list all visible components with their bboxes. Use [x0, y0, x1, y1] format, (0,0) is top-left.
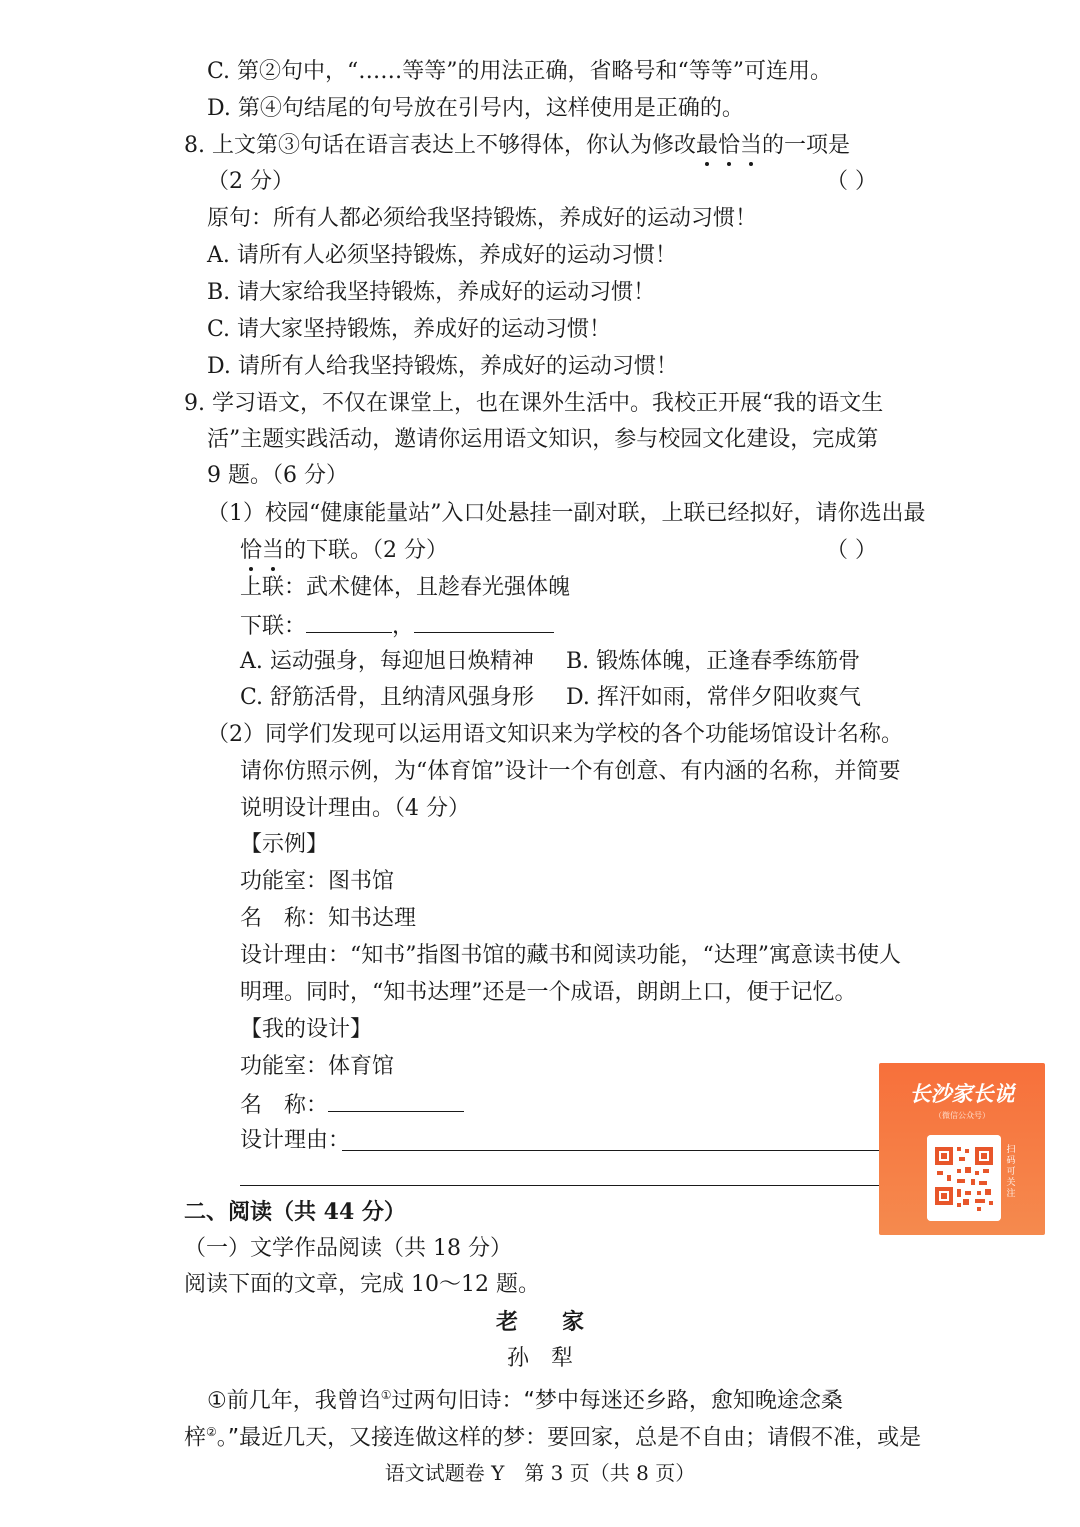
q9-part1-line1: （1）校园“健康能量站”入口处悬挂一副对联，上联已经拟好，请你选出最	[207, 501, 926, 526]
q9-reason-answer-line-2[interactable]	[240, 1185, 880, 1186]
q8-option-a: A. 请所有人必须坚持锻炼，养成好的运动习惯！	[207, 243, 677, 268]
q8-stem-b: 的一项是	[762, 133, 851, 158]
q9-option-a: A. 运动强身，每迎旭日焕精神	[240, 649, 534, 674]
para1-line1-a: ①前几年，我曾诌	[207, 1388, 381, 1414]
q8-stem-emphasis	[696, 133, 762, 158]
q9-example-name: 名 称：知书达理	[240, 906, 417, 931]
q9-reason-answer-line-1[interactable]	[342, 1150, 880, 1151]
q9-lower-couplet	[240, 610, 554, 642]
q9-part1-answer-paren[interactable]: （ ）	[826, 538, 877, 563]
q9-mine-name-blank[interactable]	[328, 1089, 464, 1112]
q8-stem-a: 8. 上文第③句话在语言表达上不够得体，你认为修改	[184, 133, 696, 158]
q9-example-reason-line1: 设计理由：“知书”指图书馆的藏书和阅读功能，“达理”寓意读书使人	[240, 943, 901, 968]
article-para1-line2	[184, 1417, 921, 1453]
qr-code-icon[interactable]	[927, 1135, 1001, 1221]
q9-option-d: D. 挥汗如雨，常伴夕阳收爽气	[566, 685, 861, 710]
para1-line2-b: 。”最近几天，又接连做这样的梦：要回家，总是不自由；请假不准，或是	[216, 1425, 922, 1451]
q9-mine-reason-label: 设计理由：	[240, 1128, 351, 1153]
q9-mine-title: 【我的设计】	[240, 1017, 373, 1042]
q8-option-c: C. 请大家坚持锻炼，养成好的运动习惯！	[207, 317, 612, 342]
q9-part2-line3: 说明设计理由。（4 分）	[240, 796, 470, 821]
q8-option-d: D. 请所有人给我坚持锻炼，养成好的运动习惯！	[207, 354, 678, 379]
article-para1-line1	[207, 1380, 843, 1416]
q9-option-b: B. 锻炼体魄，正逢春季练筋骨	[566, 649, 861, 674]
badge-side-text: 扫码可关注	[1006, 1145, 1016, 1199]
footnote-ref-1: ①	[380, 1388, 392, 1402]
footnote-ref-2: ②	[206, 1425, 217, 1439]
emphasis-char: 当	[262, 536, 284, 566]
section2-subtitle: （一）文学作品阅读（共 18 分）	[184, 1236, 512, 1261]
article-author: 孙 犁	[506, 1346, 573, 1371]
q7-option-d: D. 第④句结尾的句号放在引号内，这样使用是正确的。	[207, 96, 744, 121]
badge-title: 长沙家长说	[909, 1082, 1015, 1106]
q9-example-title: 【示例】	[240, 832, 329, 857]
q9-upper-couplet: 上联：武术健体，且趁春光强体魄	[240, 575, 571, 600]
q9-mine-name	[240, 1089, 464, 1121]
emphasis-char: 最	[696, 131, 718, 161]
q9-part1-emphasis	[240, 538, 284, 563]
section2-instruction: 阅读下面的文章，完成 10～12 题。	[184, 1272, 540, 1297]
q9-part2-line2: 请你仿照示例，为“体育馆”设计一个有创意、有内涵的名称，并简要	[240, 759, 901, 784]
q9-example-room: 功能室：图书馆	[240, 869, 395, 894]
q9-mine-room: 功能室：体育馆	[240, 1054, 395, 1079]
q7-option-c: C. 第②句中，“……等等”的用法正确，省略号和“等等”可连用。	[207, 59, 833, 84]
badge-subtitle: （微信公众号）	[934, 1111, 990, 1120]
q9-part1-line2-rest: 的下联。（2 分）	[284, 538, 449, 563]
q9-intro-line1: 9. 学习语文，不仅在课堂上，也在课外生活中。我校正开展“我的语文生	[184, 391, 884, 416]
para1-line1-b: 过两句旧诗：“梦中每迷还乡路，愈知晚途念桑	[391, 1388, 843, 1414]
q9-mine-reason	[240, 1126, 350, 1156]
emphasis-char: 恰	[718, 131, 740, 161]
q8-option-b: B. 请大家给我坚持锻炼，养成好的运动习惯！	[207, 280, 656, 305]
section2-title: 二、阅读（共 44 分）	[184, 1199, 406, 1225]
q9-intro-line2: 活”主题实践活动，邀请你运用语文知识，参与校园文化建设，完成第	[207, 427, 879, 452]
q9-example-reason-line2: 明理。同时，“知书达理”还是一个成语，朗朗上口，便于记忆。	[240, 980, 857, 1005]
q8-score: （2 分）	[207, 169, 294, 194]
q9-lower-blank-1[interactable]	[306, 610, 392, 633]
q9-intro-line3: 9 题。（6 分）	[207, 463, 348, 488]
article-title: 老 家	[495, 1309, 584, 1335]
para1-line2-a: 梓	[184, 1425, 207, 1451]
q8-original: 原句：所有人都必须给我坚持锻炼，养成好的运动习惯！	[207, 206, 758, 231]
q9-lower-blank-2[interactable]	[414, 610, 554, 633]
q9-lower-comma: ，	[392, 614, 415, 639]
q9-lower-label: 下联：	[240, 614, 307, 639]
q9-part1-line2	[240, 536, 448, 566]
wechat-qr-badge[interactable]	[879, 1063, 1045, 1235]
emphasis-char: 恰	[240, 536, 262, 566]
page-footer: 语文试题卷 Y 第 3 页（共 8 页）	[384, 1461, 696, 1485]
q9-option-c: C. 舒筋活骨，且纳清风强身形	[240, 685, 535, 710]
q8-stem	[184, 131, 850, 161]
emphasis-char: 当	[740, 131, 762, 161]
q8-answer-paren[interactable]: （ ）	[826, 169, 877, 194]
q9-part2-line1: （2）同学们发现可以运用语文知识来为学校的各个功能场馆设计名称。	[207, 722, 903, 747]
q9-mine-name-label: 名 称：	[240, 1093, 329, 1118]
